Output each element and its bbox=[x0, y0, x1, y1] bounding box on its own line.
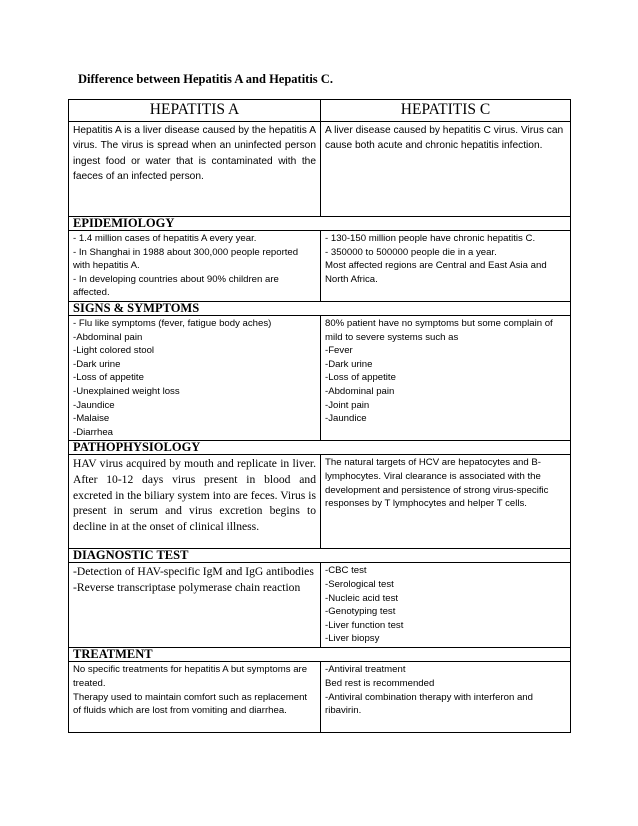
list-item: -Unexplained weight loss bbox=[73, 385, 180, 397]
epidemiology-row bbox=[69, 231, 571, 302]
list-item: -Fever bbox=[325, 345, 353, 357]
section-heading-treatment: TREATMENT bbox=[69, 648, 571, 662]
list-item: -Detection of HAV-specific IgM and IgG antibodies bbox=[73, 565, 314, 579]
pathophysiology-hepatitis-a: HAV virus acquired by mouth and replicate in liver. After 10-12 days virus present in blood and excreted in the biliary system into are feces. Virus is present in serum and virus excretion begins to decline in at the onset of clinical illness. bbox=[69, 455, 321, 549]
comparison-table bbox=[68, 99, 571, 733]
list-item: -Antiviral combination therapy with interferon and ribavirin. bbox=[325, 691, 533, 717]
treatment-hepatitis-c bbox=[321, 662, 571, 733]
intro-row bbox=[69, 122, 571, 217]
column-header-hepatitis-a: HEPATITIS A bbox=[69, 100, 321, 122]
header-row bbox=[69, 100, 571, 122]
list-item: Bed rest is recommended bbox=[325, 677, 435, 689]
list-item: -Malaise bbox=[73, 413, 110, 425]
document-title: Difference between Hepatitis A and Hepatitis C. bbox=[78, 72, 333, 86]
list-item: -Jaundice bbox=[325, 413, 367, 425]
list-item: -Reverse transcriptase polymerase chain reaction bbox=[73, 580, 301, 594]
list-item: - In developing countries about 90% children are affected. bbox=[73, 273, 279, 299]
list-item: - 350000 to 500000 people die in a year. bbox=[325, 246, 497, 258]
list-item: - Flu like symptoms (fever, fatigue body aches) bbox=[73, 318, 272, 329]
diagnostic-test-hepatitis-c bbox=[321, 563, 571, 648]
section-heading-epidemiology: EPIDEMIOLOGY bbox=[69, 217, 571, 231]
list-item: -CBC test bbox=[325, 565, 367, 577]
list-item: -Genotyping test bbox=[325, 606, 396, 618]
section-row-pathophysiology bbox=[69, 441, 571, 455]
list-item: -Abdominal pain bbox=[325, 385, 395, 397]
list-item: -Joint pain bbox=[325, 399, 370, 411]
list-item: -Loss of appetite bbox=[325, 372, 396, 384]
signs-symptoms-hepatitis-a bbox=[69, 316, 321, 441]
intro-hepatitis-c: A liver disease caused by hepatitis C virus. Virus can cause both acute and chronic hepatitis infection. bbox=[321, 122, 571, 217]
column-header-hepatitis-c: HEPATITIS C bbox=[321, 100, 571, 122]
list-item: Most affected regions are Central and East Asia and North Africa. bbox=[325, 260, 547, 285]
section-row-signs-symptoms bbox=[69, 302, 571, 316]
list-item: - 130-150 million people have chronic hepatitis C. bbox=[325, 233, 536, 244]
treatment-row bbox=[69, 662, 571, 733]
list-item: -Diarrhea bbox=[73, 426, 113, 438]
list-item: -Liver biopsy bbox=[325, 633, 380, 645]
list-item: -Dark urine bbox=[325, 358, 373, 370]
epidemiology-hepatitis-a bbox=[69, 231, 321, 302]
signs-symptoms-row bbox=[69, 316, 571, 441]
list-item: -Light colored stool bbox=[73, 345, 155, 357]
list-item: -Nucleic acid test bbox=[325, 592, 399, 604]
treatment-hepatitis-a bbox=[69, 662, 321, 733]
section-row-diagnostic-test bbox=[69, 549, 571, 563]
list-item: -Abdominal pain bbox=[73, 331, 143, 343]
list-item: -Dark urine bbox=[73, 358, 121, 370]
list-item: 80% patient have no symptoms but some complain of mild to severe systems such as bbox=[325, 318, 553, 343]
signs-symptoms-hepatitis-c bbox=[321, 316, 571, 441]
list-item: No specific treatments for hepatitis A but symptoms are treated. bbox=[73, 664, 308, 689]
diagnostic-test-hepatitis-a bbox=[69, 563, 321, 648]
section-heading-diagnostic-test: DIAGNOSTIC TEST bbox=[69, 549, 571, 563]
epidemiology-hepatitis-c bbox=[321, 231, 571, 302]
section-heading-signs-symptoms: SIGNS & SYMPTOMS bbox=[69, 302, 571, 316]
section-row-treatment bbox=[69, 648, 571, 662]
list-item: -Jaundice bbox=[73, 399, 115, 411]
list-item: -Liver function test bbox=[325, 619, 404, 631]
diagnostic-test-row bbox=[69, 563, 571, 648]
list-item: -Serological test bbox=[325, 578, 394, 590]
section-row-epidemiology bbox=[69, 217, 571, 231]
list-item: -Antiviral treatment bbox=[325, 664, 406, 676]
pathophysiology-row bbox=[69, 455, 571, 549]
section-heading-pathophysiology: PATHOPHYSIOLOGY bbox=[69, 441, 571, 455]
list-item: Therapy used to maintain comfort such as replacement of fluids which are lost from vomiting and diarrhea. bbox=[73, 691, 308, 717]
list-item: - In Shanghai in 1988 about 300,000 people reported with hepatitis A. bbox=[73, 246, 299, 272]
list-item: - 1.4 million cases of hepatitis A every year. bbox=[73, 233, 257, 244]
intro-hepatitis-a: Hepatitis A is a liver disease caused by the hepatitis A virus. The virus is spread when an uninfected person ingest food or water that is contaminated with the faeces of an infected person. bbox=[69, 122, 321, 217]
pathophysiology-hepatitis-c: The natural targets of HCV are hepatocytes and B-lymphocytes. Viral clearance is associated with the development and persistence of strong virus-specific responses by T lymphocytes and helper T cells. bbox=[321, 455, 571, 549]
list-item: -Loss of appetite bbox=[73, 372, 144, 384]
